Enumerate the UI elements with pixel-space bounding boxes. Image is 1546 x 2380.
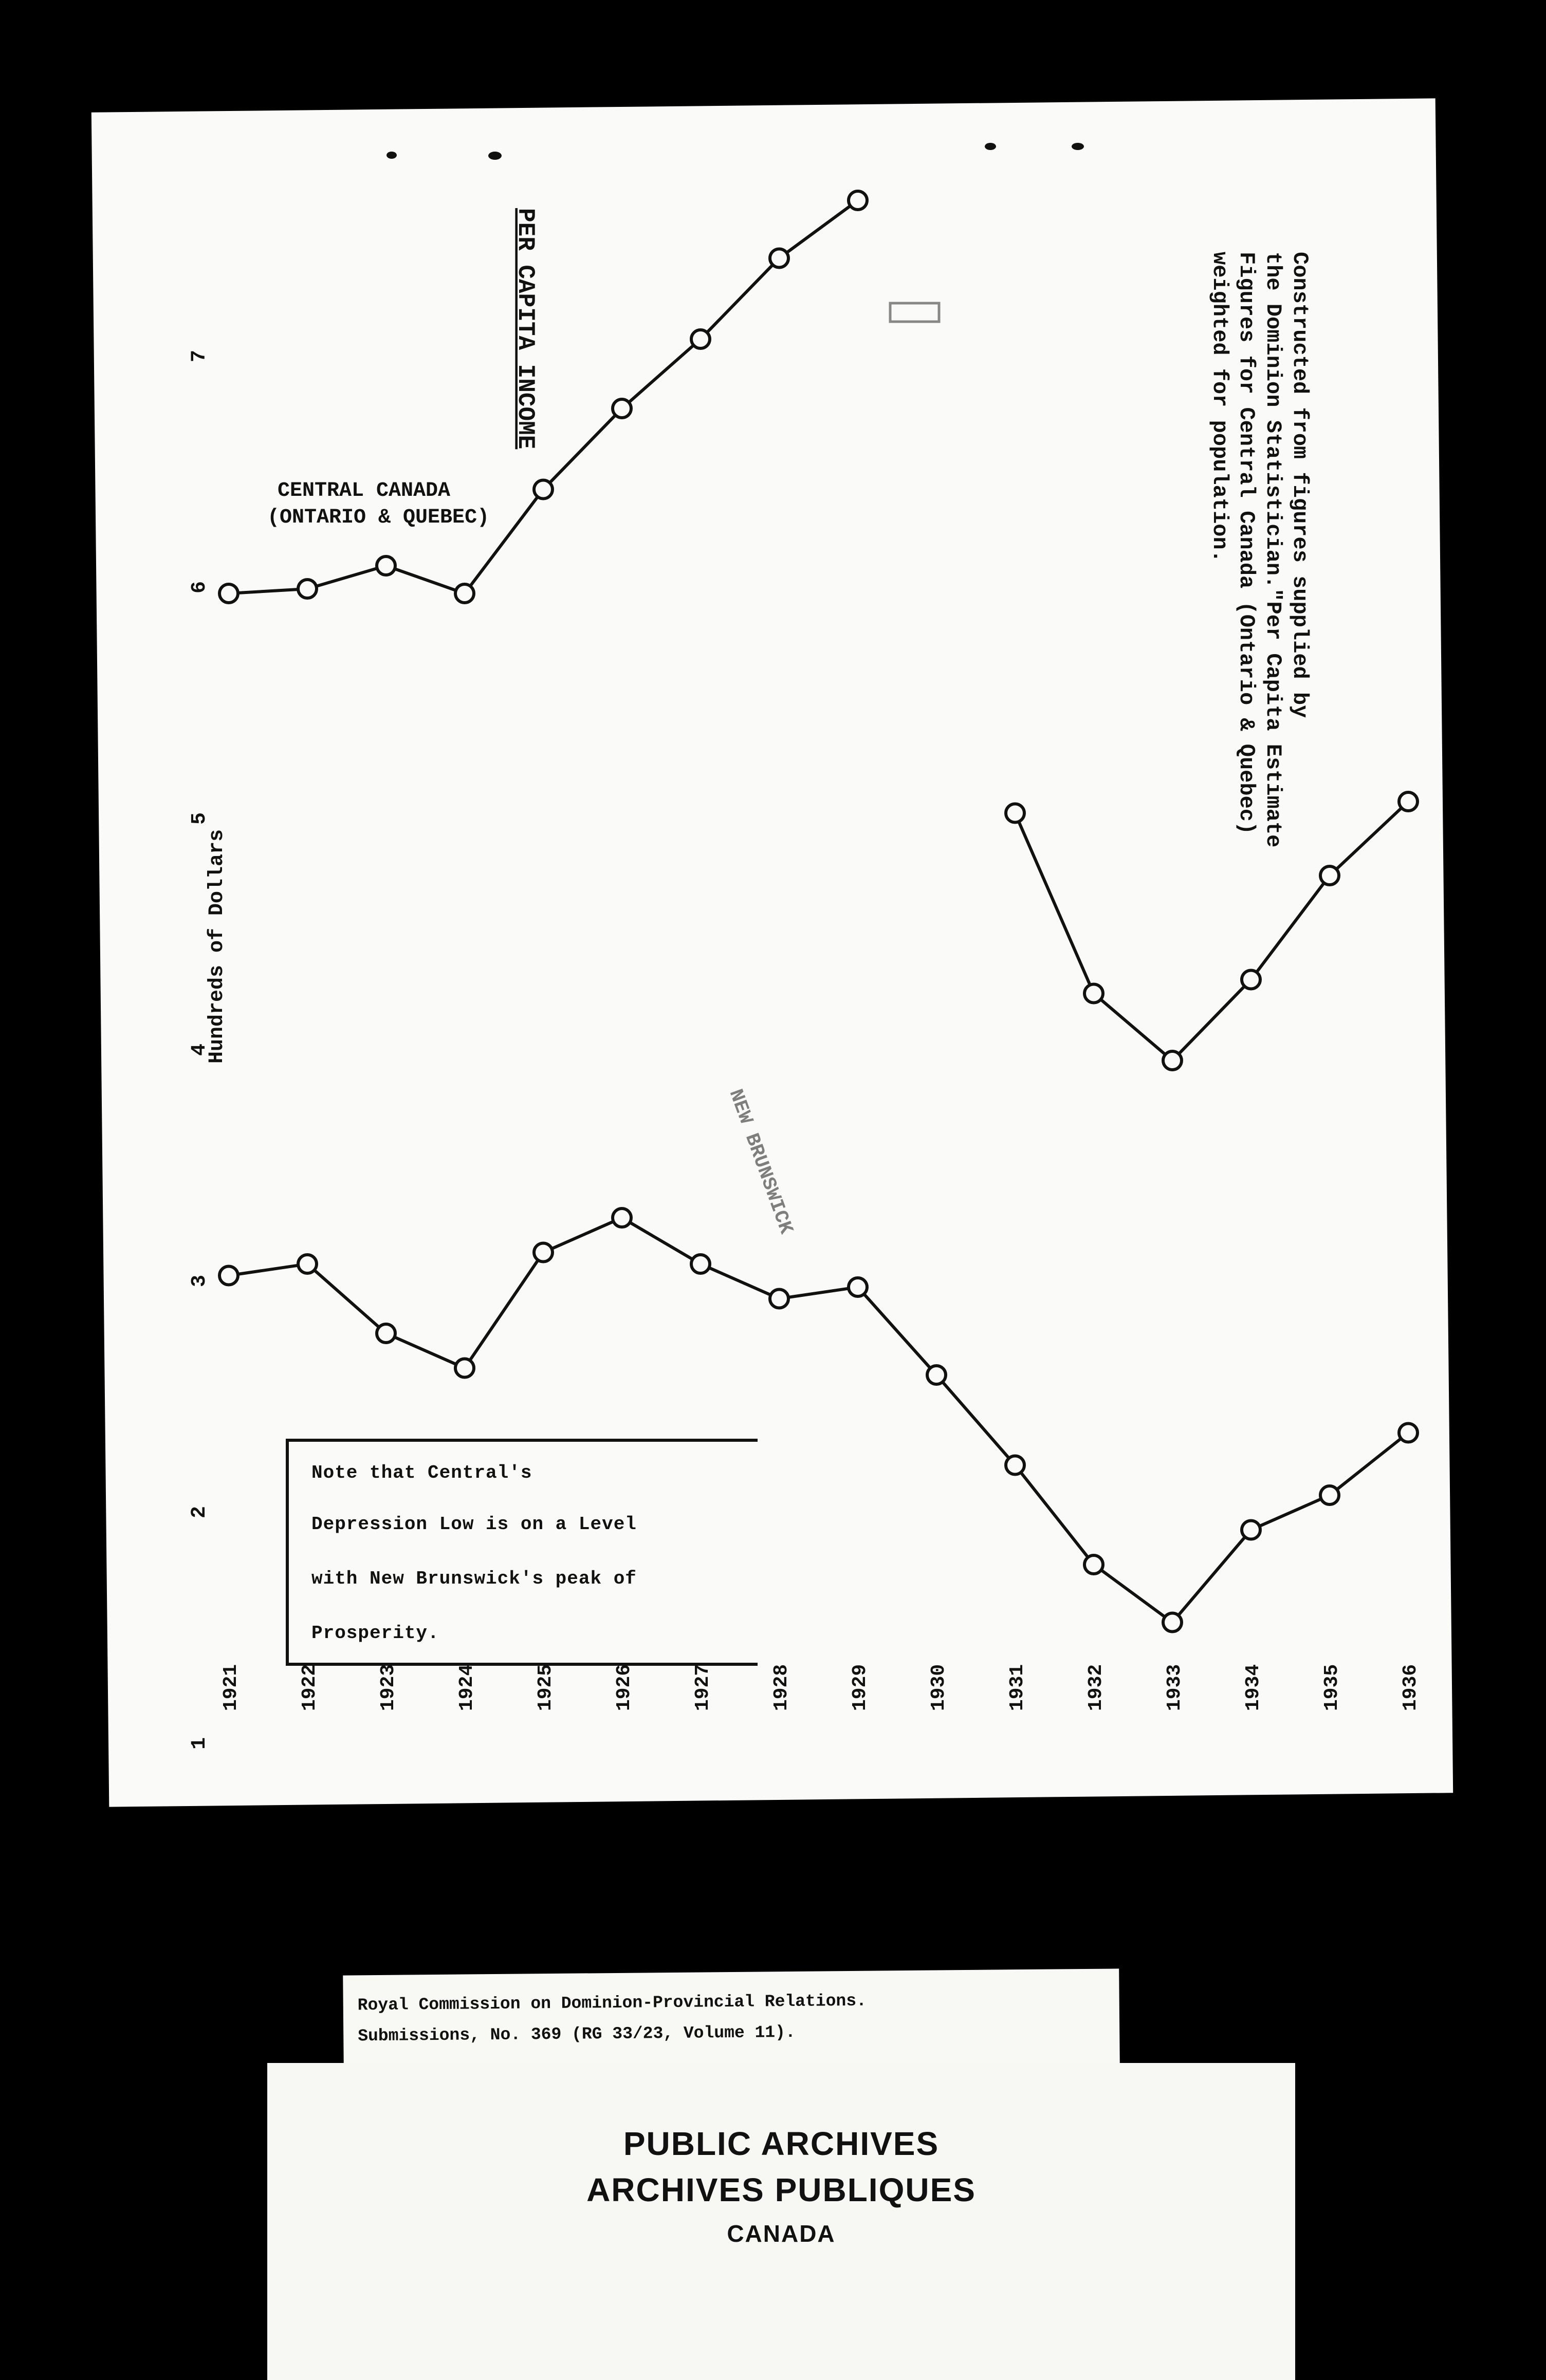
source-note — [1207, 252, 1312, 847]
note-line: Note that Central's — [311, 1462, 532, 1483]
archive-stamp-line: PUBLIC ARCHIVES — [623, 2125, 940, 2162]
data-point — [770, 1290, 788, 1308]
data-point — [534, 480, 553, 499]
x-tick-label: 1928 — [770, 1664, 793, 1711]
data-point — [927, 1366, 946, 1384]
y-tick-label: 5 — [188, 812, 211, 825]
note-line: Prosperity. — [311, 1623, 439, 1644]
y-tick-label: 3 — [188, 1274, 211, 1287]
y-tick-label: 7 — [188, 349, 211, 362]
source-note-line: weighted for population. — [1207, 252, 1232, 563]
y-tick-label: 2 — [188, 1505, 211, 1518]
central-label-line: (ONTARIO & QUEBEC) — [267, 506, 490, 529]
punch-mark — [386, 152, 397, 159]
x-tick-label: 1927 — [692, 1664, 714, 1711]
x-tick-label: 1925 — [535, 1664, 557, 1711]
x-tick-label: 1933 — [1164, 1664, 1186, 1711]
x-tick-label: 1931 — [1006, 1664, 1028, 1711]
data-point — [613, 1208, 631, 1227]
punch-mark — [488, 152, 502, 160]
data-point — [219, 584, 238, 603]
series-line — [229, 200, 858, 593]
data-point — [377, 1324, 395, 1343]
data-point — [1242, 971, 1260, 989]
archive-reference-line: Royal Commission on Dominion-Provincial Relations. — [357, 1991, 867, 2015]
data-point — [298, 580, 317, 598]
note-line: Depression Low is on a Level — [311, 1514, 637, 1535]
data-point — [770, 249, 788, 268]
archive-stamp-line: CANADA — [727, 2220, 836, 2247]
y-tick-label: 4 — [188, 1043, 211, 1056]
archive-reference-line: Submissions, No. 369 (RG 33/23, Volume 11). — [358, 2022, 796, 2046]
note-box — [286, 1439, 758, 1666]
y-tick-label: 1 — [188, 1737, 211, 1750]
source-note-line: Figures for Central Canada (Ontario & Quebec) — [1234, 252, 1259, 835]
data-point — [613, 399, 631, 418]
series-line — [1015, 802, 1408, 1061]
archive-reference-label — [343, 1968, 1120, 2070]
data-point — [1163, 1051, 1182, 1070]
central-label-line: CENTRAL CANADA — [278, 479, 451, 503]
data-point — [1320, 1486, 1339, 1504]
archive-stamp-card — [267, 2063, 1295, 2380]
data-point — [1242, 1521, 1260, 1539]
data-point — [1006, 1456, 1024, 1475]
x-tick-label: 1930 — [928, 1664, 950, 1711]
registration-mark — [890, 303, 939, 322]
data-point — [1320, 866, 1339, 885]
x-tick-label: 1936 — [1400, 1664, 1422, 1711]
central-canada-label — [267, 479, 489, 529]
source-note-line: Constructed from figures supplied by — [1287, 252, 1312, 718]
y-axis-label: Hundreds of Dollars — [206, 829, 229, 1064]
x-tick-label: 1922 — [299, 1664, 321, 1711]
x-tick-label: 1926 — [613, 1664, 635, 1711]
data-point — [219, 1267, 238, 1285]
data-point — [298, 1255, 317, 1273]
x-tick-label: 1935 — [1321, 1664, 1343, 1711]
data-point — [1399, 1424, 1418, 1442]
data-point — [691, 1255, 710, 1273]
x-tick-label: 1929 — [849, 1664, 871, 1711]
data-point — [849, 1278, 867, 1296]
data-point — [534, 1243, 553, 1262]
x-tick-label: 1924 — [456, 1664, 478, 1711]
punch-mark — [1072, 143, 1084, 150]
x-tick-label: 1921 — [220, 1664, 242, 1711]
data-point — [1399, 792, 1418, 811]
chart-title: PER CAPITA INCOME — [512, 208, 539, 450]
data-point — [455, 1359, 474, 1378]
data-point — [377, 556, 395, 575]
x-tick-label: 1932 — [1085, 1664, 1107, 1711]
punch-mark — [985, 143, 996, 150]
new-brunswick-label: NEW BRUNSWICK — [724, 1086, 797, 1237]
source-note-line: the Dominion Statistician."Per Capita Estimate — [1261, 252, 1285, 848]
data-point — [455, 584, 474, 603]
x-tick-label: 1923 — [377, 1664, 399, 1711]
x-tick-label: 1934 — [1242, 1664, 1264, 1711]
data-point — [1006, 804, 1024, 823]
data-point — [1084, 1555, 1103, 1574]
data-point — [1084, 984, 1103, 1003]
archive-stamp-line: ARCHIVES PUBLIQUES — [586, 2171, 976, 2208]
data-point — [1163, 1613, 1182, 1632]
y-tick-label: 6 — [188, 581, 211, 593]
data-point — [849, 191, 867, 210]
note-line: with New Brunswick's peak of — [311, 1568, 637, 1589]
data-point — [691, 330, 710, 348]
